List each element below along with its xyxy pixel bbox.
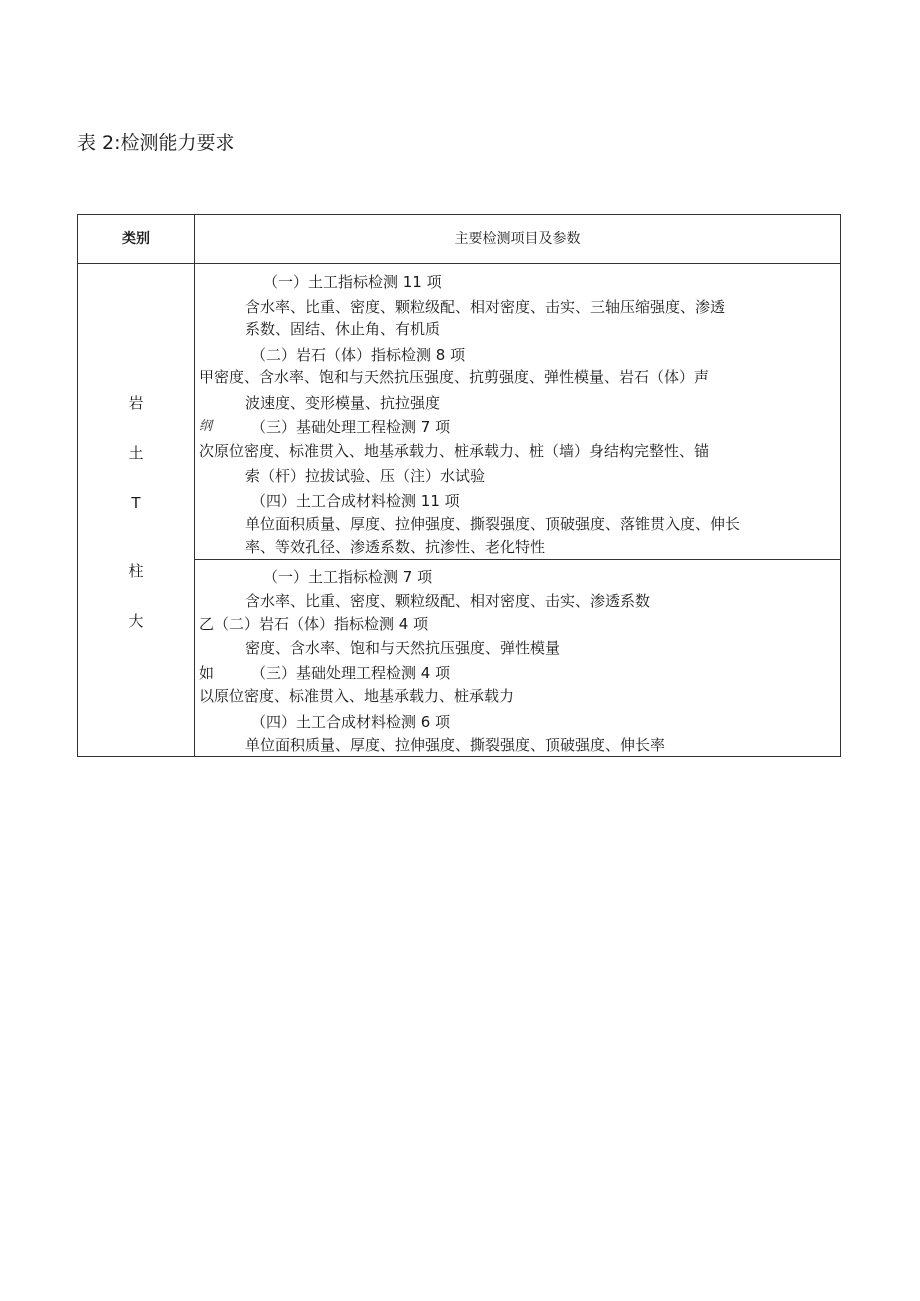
section-title: （三）基础处理工程检测 7 项 xyxy=(251,418,451,436)
section-line: 含水率、比重、密度、颗粒级配、相对密度、击实、三轴压缩强度、渗透 xyxy=(245,298,726,316)
section-line: 甲密度、含水率、饱和与天然抗压强度、抗剪强度、弹性模量、岩石（体）声 xyxy=(199,368,710,386)
capability-table xyxy=(77,214,841,757)
column-divider xyxy=(194,215,195,756)
section-line: 单位面积质量、厚度、拉伸强度、撕裂强度、顶破强度、伸长率 xyxy=(245,736,666,754)
section-line: 单位面积质量、厚度、拉伸强度、撕裂强度、顶破强度、落锥贯入度、伸长 xyxy=(245,515,741,533)
category-char: 柱 xyxy=(128,562,144,580)
header-category: 类别 xyxy=(122,231,150,247)
section-line: 含水率、比重、密度、颗粒级配、相对密度、击实、渗透系数 xyxy=(245,592,651,610)
section-title: （一）土工指标检测 7 项 xyxy=(263,568,433,586)
section-line: 系数、固结、休止角、有机质 xyxy=(245,320,441,338)
category-char: 岩 xyxy=(128,394,144,412)
header-divider xyxy=(78,263,840,264)
header-items: 主要检测项目及参数 xyxy=(454,231,581,247)
section-title: （二）岩石（体）指标检测 8 项 xyxy=(251,346,466,364)
section-title: （一）土工指标检测 11 项 xyxy=(263,273,442,291)
section-line: 率、等效孔径、渗透系数、抗渗性、老化特性 xyxy=(245,538,546,556)
category-char: 大 xyxy=(128,612,144,630)
section-line: 以原位密度、标准贯入、地基承载力、桩承载力 xyxy=(199,687,515,705)
table-caption: 表 2:检测能力要求 xyxy=(77,132,235,154)
section-title: （四）土工合成材料检测 6 项 xyxy=(251,713,451,731)
section-title: （四）土工合成材料检测 11 项 xyxy=(251,492,460,510)
section-prefix: 如 xyxy=(199,664,215,682)
section-line: 波速度、变形模量、抗拉强度 xyxy=(245,394,441,412)
grade-divider xyxy=(195,559,840,560)
section-line: 索（杆）拉拔试验、压（注）水试验 xyxy=(245,467,486,485)
section-title: （三）基础处理工程检测 4 项 xyxy=(251,664,451,682)
section-line: 密度、含水率、饱和与天然抗压强度、弹性模量 xyxy=(245,639,561,657)
category-char: T xyxy=(131,494,141,512)
section-title: 乙（二）岩石（体）指标检测 4 项 xyxy=(199,615,429,633)
stray-mark: 纲 xyxy=(199,419,213,434)
section-line: 次原位密度、标准贯入、地基承载力、桩承载力、桩（墙）身结构完整性、锚 xyxy=(199,442,710,460)
category-char: 土 xyxy=(128,444,144,462)
